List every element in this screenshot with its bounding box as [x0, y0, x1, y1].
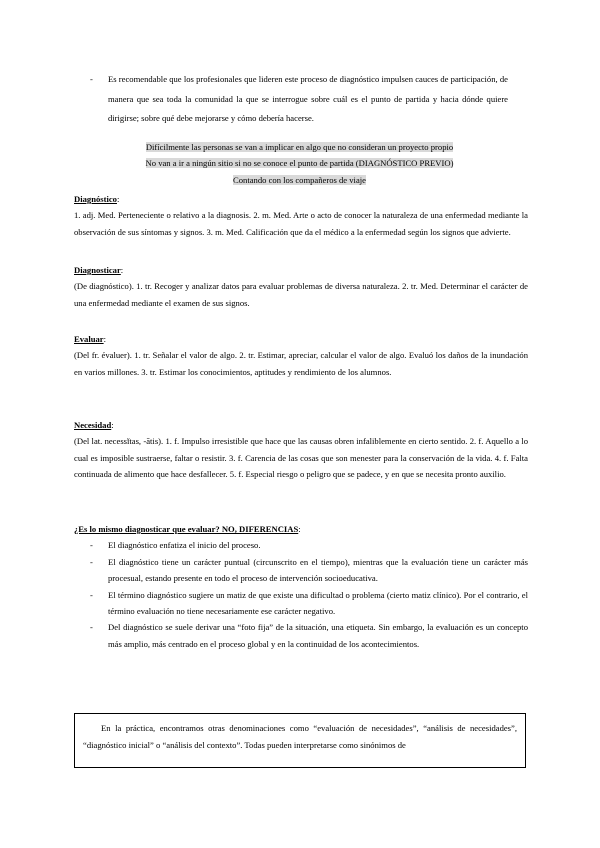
list-item	[74, 70, 508, 129]
framed-note-text: En la práctica, encontramos otras denominaciones como “evaluación de necesidades”, “análisis de necesidades”, “diagnóstico inicial” o “análisis del contexto”. Todas pueden interpretarse como sinónimos de	[83, 723, 517, 750]
term-heading: Diagnóstico	[74, 194, 117, 204]
differences-heading: ¿Es lo mismo diagnosticar que evaluar? NO, DIFERENCIAS	[74, 524, 299, 534]
definition-diagnostico: Diagnóstico: 1. adj. Med. Perteneciente o relativo a la diagnosis. 2. m. Med. Arte o acto de conocer la naturaleza de una enfermedad mediante la observación de sus síntomas y signos. 3. m. Med. Calificación que da el médico a la enfermedad según los signos que advierte.	[74, 191, 528, 240]
definition-evaluar: Evaluar: (Del fr. évaluer). 1. tr. Señalar el valor de algo. 2. tr. Estimar, apreciar, calcular el valor de algo. Evaluó los daños de la inundación en varios millones. 3. tr. Estimar los conocimientos, aptitudes y rendimiento de los alumnos.	[74, 331, 528, 380]
list-item: - El diagnóstico tiene un carácter puntual (circunscrito en el tiempo), mientras que la evaluación tiene un carácter más procesual, estando presente en todo el proceso de intervención socioeducativa.	[74, 554, 528, 587]
framed-note	[74, 713, 526, 768]
definition-text: (De diagnóstico). 1. tr. Recoger y analizar datos para evaluar problemas de diversa naturaleza. 2. tr. Med. Determinar el carácter de una enfermedad mediante el examen de sus signos.	[74, 281, 528, 308]
definition-text: (Del lat. necessĭtas, -ātis). 1. f. Impulso irresistible que hace que las causas obren infaliblemente en cierto sentido. 2. f. Aquello a lo cual es imposible sustraerse, faltar o resistir. 3. f. Carencia de las cosas que son menester para la conservación de la vida. 4. f. Falta continuada de alimento que hace desfallecer. 5. f. Especial riesgo o peligro que se padece, y en que se necesita pronto auxilio.	[74, 436, 528, 480]
quote-line-1: Difícilmente las personas se van a implicar en algo que no consideran un proyecto propio	[145, 142, 454, 152]
dash-marker: -	[90, 589, 93, 600]
term-heading: Diagnosticar	[74, 265, 121, 275]
dash-marker: -	[90, 556, 93, 567]
term-heading: Evaluar	[74, 334, 104, 344]
intro-list	[74, 70, 508, 129]
list-item: - El diagnóstico enfatiza el inicio del proceso.	[74, 537, 528, 553]
differences-section: ¿Es lo mismo diagnosticar que evaluar? NO, DIFERENCIAS: - El diagnóstico enfatiza el inicio del proceso. - El diagnóstico tiene un carácter puntual (circunscrito en el tiempo), mientras que la evaluación tiene un carácter más procesual, estando presente en todo el proceso de intervención socioeducativa. - El término diagnóstico sugiere un matiz de que existe una dificultad o problema (cierto matiz clínico). Por el contrario, el término evaluación no tiene necesariamente ese carácter negativo. - Del diagnóstico se suele derivar una “foto fija” de la situación, una etiqueta. Sin embargo, la evaluación es un concepto más amplio, más centrado en el proceso global y en la continuidad de los acontecimientos.	[74, 521, 528, 652]
definition-text: 1. adj. Med. Perteneciente o relativo a la diagnosis. 2. m. Med. Arte o acto de conocer la naturaleza de una enfermedad mediante la observación de sus síntomas y signos. 3. m. Med. Calificación que da el médico a la enfermedad según los signos que advierte.	[74, 210, 528, 237]
quote-line-2: No van a ir a ningún sitio si no se conoce el punto de partida (DIAGNÓSTICO PREVIO)	[145, 158, 454, 169]
differences-list	[74, 537, 528, 652]
dash-marker: -	[90, 74, 93, 84]
definition-text: (Del fr. évaluer). 1. tr. Señalar el valor de algo. 2. tr. Estimar, apreciar, calcular el valor de algo. Evaluó los daños de la inundación en varios millones. 3. tr. Estimar los conocimientos, aptitudes y rendimiento de los alumnos.	[74, 350, 528, 377]
intro-paragraph	[74, 70, 508, 129]
term-heading: Necesidad	[74, 420, 112, 430]
definition-diagnosticar: Diagnosticar: (De diagnóstico). 1. tr. Recoger y analizar datos para evaluar problemas de diversa naturaleza. 2. tr. Med. Determinar el carácter de una enfermedad mediante el examen de sus signos.	[74, 262, 528, 311]
quote-line-3: Contando con los compañeros de viaje	[233, 174, 366, 185]
highlighted-quotes	[116, 139, 483, 188]
dash-marker: -	[90, 622, 93, 633]
intro-text: Es recomendable que los profesionales que lideren este proceso de diagnóstico impulsen cauces de participación, de manera que sea toda la comunidad la que se interrogue sobre cuál es el punto de partida y hacia dónde quiere dirigirse; sobre qué debe mejorarse y cómo debería hacerse.	[108, 74, 508, 123]
list-item: - Del diagnóstico se suele derivar una “foto fija” de la situación, una etiqueta. Sin embargo, la evaluación es un concepto más amplio, más centrado en el proceso global y en la continuidad de los acontecimientos.	[74, 619, 528, 652]
definition-necesidad: Necesidad: (Del lat. necessĭtas, -ātis). 1. f. Impulso irresistible que hace que las causas obren infaliblemente en cierto sentido. 2. f. Aquello a lo cual es imposible sustraerse, faltar o resistir. 3. f. Carencia de las cosas que son menester para la conservación de la vida. 4. f. Falta continuada de alimento que hace desfallecer. 5. f. Especial riesgo o peligro que se padece, y en que se necesita pronto auxilio.	[74, 417, 528, 483]
dash-marker: -	[90, 540, 93, 551]
list-item: - El término diagnóstico sugiere un matiz de que existe una dificultad o problema (cierto matiz clínico). Por el contrario, el término evaluación no tiene necesariamente ese carácter negativo.	[74, 587, 528, 620]
